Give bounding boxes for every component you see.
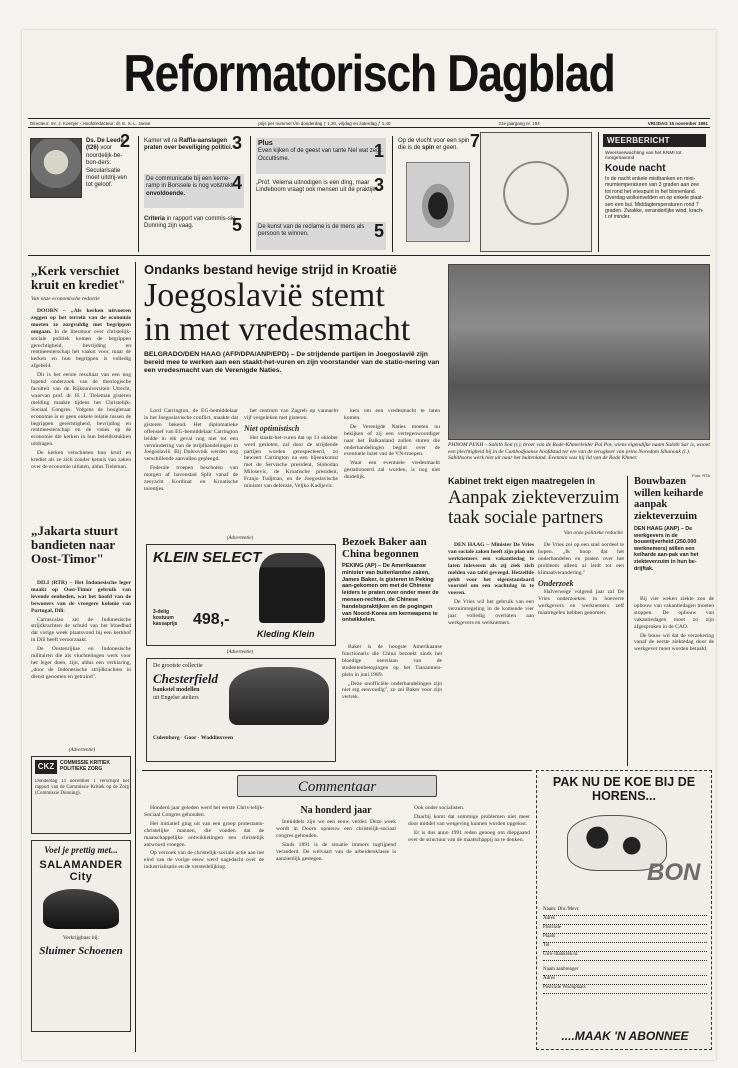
- weather-body: In de nacht enkele mistbanken en mini-mumtemperaturen van 3 graden aan zee tot rond het vriespunt in het binnenland. Overdag wolkenvelden en op enkele plaat-sen een bui. Middagtemperaturen rond 7 graden. Zwakke, veranderlijke wind, krach-t of minder.: [605, 176, 704, 221]
- bouwbazen-body: Bij vier weken ziekte zou de opbouw van vakantiedagen moeten stoppen. De opbouw van vakantiedagen moet zo zijn afgesproken in de CAO. De bouw wil dat de verzekering vanaf de eerste ziektedag door de werkgever moet worden betaald.: [634, 596, 714, 653]
- klein-brand: Kleding Klein: [257, 629, 315, 639]
- bon-footer: ....MAAK 'N ABONNEE: [561, 1029, 689, 1043]
- portrait-photo: [30, 138, 82, 198]
- chesterfield-intro: De grootste collectie: [153, 663, 203, 669]
- main-body-col-1: Lord Carrington, de EG-bemiddelaar in het Joegoslavische conflict, maakte dat gisteren bekend. Het diplomatieke offensief van EG-bemiddelaar Carrington leidde in elk geval nog niet tot een vermindering van de strijdhandelingen in Joegoslavië. Bij Dubrovnik werden nog verschillende aanvallen gepleegd. Federale troepen beschoten van morgen af havenstad Split vanaf de zeeyacht Kordinat en Kroatische torentjes.: [144, 408, 238, 492]
- main-body-col-3: kers om een vredesmacht te laten komen. De Verenigde Naties moeten nu bekijken of zij een vertegenwoordiger naar het Balkanland zullen sturen die onderhandelingen begint over de eventuele inzet van de VN-troepen. Waar een eventuele vredesmacht gestationeerd zal worden, is nog niet duidelijk.: [344, 408, 440, 481]
- suit-image: [259, 553, 325, 623]
- bon-stamp: BON: [647, 859, 701, 886]
- teaser-6[interactable]: [256, 175, 386, 216]
- commentaar-col-1: Honderd jaar geleden werd het eerste Chris-telijk-Sociaal Congres gehouden. Het initiatief ging uit van een groep protestants-christelijke mannen, die vonden dat de maatschappelijke ontwikkelingen een christelijk antwoord vroegen. Op verzoek van de christelijk-sociale actie aan het eind van de vorige eeuw werd nagedacht over de industrialisatie en de verstedelijking.: [144, 805, 264, 871]
- weather-head: Koude nacht: [605, 163, 666, 174]
- left-story-2: DILI (RTR) – Het Indonesische leger maakt op Oost-Timor gebruik van levende eenheden, wat het hoofd van de bewoners van de vroegere kolonie van Portugal, Dili. Carrascalao zei de Indonesische strijdkrachten de schuld van het bloedbad dat vorige week plaatsvond bij een kerkhof in Dili heeft veroorzaakt. De Oostenrijkse en Indonesische militairen die als vluchtelingen werk voor het leger doen, zijn, aldus een verklaring, „door de Indonesische strijdkrachten in dienst genomen en getraind".: [31, 580, 131, 680]
- commentaar-banner: [237, 775, 437, 797]
- ckz-title: COMMISSIE KRITIEK POLITIEKE ZORG: [60, 760, 111, 772]
- teaser-8-text: Op de vlucht voor een spin die is de: [398, 138, 470, 152]
- teaser-5-text: Even kijken of de geest van tante Nel wat zegt: Occultisme.: [258, 148, 383, 162]
- klein-price-label: 3-delig kostuum kassaprijs: [153, 609, 178, 627]
- rd-logo-box: [480, 132, 592, 252]
- chesterfield-ad-tag: (Advertentie): [226, 650, 254, 655]
- salamander-tagline: Voel je prettig met...: [44, 845, 118, 855]
- weather-tab: WEERBERICHT: [603, 134, 706, 147]
- bouwbazen-head: Bouwbazen willen keiharde aanpak ziekteverzuim: [634, 476, 704, 522]
- coupon-field-7[interactable]: Adres: [543, 976, 707, 985]
- commentaar-label: Commentaar: [297, 779, 377, 795]
- teaser-3[interactable]: [144, 174, 244, 208]
- teaser-5[interactable]: [256, 138, 386, 174]
- kabinet-subhead: Onderzoek: [538, 578, 574, 588]
- photo-caption: [448, 442, 710, 478]
- teaser-8-page: 7: [469, 131, 480, 151]
- commentaar-col-1-lead: Honderd jaar geleden werd het eerste Chris-telijk-Sociaal Congres gehouden.: [144, 805, 264, 818]
- teaser-1[interactable]: [86, 131, 132, 202]
- teaser-5-bold: Plus: [258, 140, 273, 147]
- chesterfield-loc-3: Waddinxveen: [201, 735, 234, 741]
- commentaar-head: Na honderd jaar: [300, 805, 372, 816]
- kabinet-head-2: taak sociale partners: [448, 507, 604, 528]
- left-head-1-sub: Van onze economische redactie: [31, 296, 100, 302]
- coupon-field-8[interactable]: Postcode Woonplaats: [543, 985, 707, 994]
- bouwbazen-lede: DEN HAAG (ANP) – De werkgevers in de bouwnijverheid (250.000 werknemers) willen een keiharde aan-pak van het ziekteverzuim in hun be-drijftak.: [634, 526, 699, 572]
- teaser-8-text-tail: er geen.: [434, 145, 459, 152]
- ckz-body: Donderdag 14 november 1 verschijnt het rapport van de Commissie Kritiek op de Zorg (Commissie Dunning).: [35, 779, 129, 796]
- photo-credit: Foto: RTA: [692, 473, 710, 478]
- rd-logo-icon: [497, 155, 575, 231]
- teaser-7[interactable]: [256, 222, 386, 250]
- ckz-ad[interactable]: [31, 756, 131, 834]
- spider-photo: [406, 162, 470, 242]
- teaser-1-page: 2: [119, 131, 130, 151]
- teaser-3-text: De communicatie bij een kerne-ramp in Borssele is nog volstrekt: [146, 176, 233, 190]
- main-lede: BELGRADO/DEN HAAG (AFP/DPA/ANP/EPD) – De strijdende partijen in Joegoslavië zijn bereid mee te werken aan een staakt-het-vuren en zijn voorstander van de statio-nering van een vredesmacht van de Verenigde Naties.: [144, 351, 440, 374]
- bon-head-2: HORENS...: [592, 789, 656, 803]
- subscription-coupon[interactable]: [536, 770, 712, 1050]
- chesterfield-line2: uit Engelse ateliers: [153, 695, 199, 701]
- main-kicker: Ondanks bestand hevige strijd in Kroatië: [144, 262, 397, 277]
- price-line: prijs per nummer t/m donderdag ƒ 1,30, vrijdag en zaterdag ƒ 1,40: [258, 120, 391, 126]
- coupon-fields: [543, 907, 707, 994]
- baker-head: Bezoek Baker aan China begonnen: [342, 536, 427, 560]
- issue-number: 21e jaargang nr. 194: [498, 120, 540, 126]
- weather-sub: Weersverwachting van het KNMI tot morgenavond: [605, 151, 682, 161]
- coupon-field-5[interactable]: Giro-/Bankrek.nr.: [543, 952, 707, 961]
- teaser-7-text: De kunst van de reclame is de mens als persoon te winnen.: [258, 224, 365, 238]
- teaser-8-bold: spin: [422, 145, 435, 152]
- main-headline-1: Joegoslavië stemt: [144, 277, 385, 314]
- teaser-2-page: 3: [231, 133, 242, 153]
- teaser-5-page: 1: [373, 141, 384, 161]
- teaser-2-text: Kamer wil ra: [144, 138, 180, 144]
- klein-price: 498,-: [193, 611, 230, 628]
- coupon-field-0[interactable]: Naam: Dhr./Mevr.: [543, 907, 707, 916]
- teaser-4-bold: Criteria: [144, 216, 166, 222]
- kabinet-kicker: Kabinet trekt eigen maatregelen in: [448, 476, 596, 486]
- baker-lede: PEKING (AP) – De Amerikaanse minister van buitenlandse zaken, James Baker, is gisteren in Peking aan-gekomen om met de Chinese leiders te praten over onder meer de mensen-rechten, de Chinese handelspraktijken en de pogingen van Noord-Korea om kernwapens te ontwikkelen.: [342, 563, 439, 624]
- info-bar: [28, 118, 710, 128]
- klein-title: KLEIN SELECT: [153, 549, 262, 566]
- teaser-1-text: voor noordelijk-be-bon-ders: Secularisatie moet uitdrij-ven tot geloof.: [86, 145, 128, 189]
- coupon-field-4[interactable]: Tel.: [543, 943, 707, 952]
- teaser-6-text: „Prof. Velema uitnodigen is een ding, maar Lindeboom vraagt ook mensen uit de praktijk".: [256, 180, 380, 194]
- chesterfield-brand: Chesterfield: [153, 671, 218, 686]
- teaser-1-bold: Ds. De Leede (t26): [86, 138, 124, 152]
- left-ad-tag: (Advertentie): [68, 748, 96, 753]
- kabinet-story: [448, 476, 628, 766]
- teaser-4-page: 5: [231, 215, 242, 235]
- commentaar-col-3-lead: Ook onder socialisten.: [414, 805, 465, 811]
- teaser-2[interactable]: [144, 133, 244, 168]
- teaser-3-page: 4: [231, 173, 242, 193]
- main-story: [142, 262, 442, 532]
- left-story-1: DOORN – „Als kerken uitvoeren zeggen op het terrein van de economie moeten ze zorgvuldig met begrippen omgaan. In de literatuur over christelijk-sociale politiek komen de begrippen gerechtigheid, bevrijding en rentmeesterschap het vaakst voor, maar de kerken en hun begrippen is volledig afgebeld. Dit is het eerste resultaat van een nog lopend onderzoek van de theologische faculteit van de Rijksuniversiteit Utrecht, waarvan prof. dr. H. J. Tieleman gisteren melding maakte tijdens het Christelijk-Sociaal Congres. Volgens de hoogleraar economie is er geen enkele relatie tussen de begrippen gerechtigheid, bevrijding en rentmeesterschap en de visies op de economie die kerken in hun beleidsstukken uitdragen. De kerken verschieten hun kruit en krediet als ze zich zonder kennis van zaken over de economie uitlaten, aldus Tieleman.: [31, 308, 131, 470]
- salamander-shop: Sluimer Schoenen: [39, 945, 123, 957]
- teaser-4-text: in rapport van commis-sie-Dunning zijn vaag.: [144, 216, 238, 230]
- kabinet-head-1: Aanpak ziekteverzuim: [448, 487, 620, 508]
- commentaar-col-2: Inmiddels zijn we een eeuw verder. Deze week wordt in Doorn opnieuw een christelijk-sociaal congres gehouden. Sinds 1891 is de situatie immers ingrijpend veranderd. De welvaart van de arbeidersklasse is aanzienlijk gestegen.: [276, 819, 396, 862]
- bouwbazen-story: [634, 476, 714, 766]
- left-head-2: „Jakarta stuurt bandieten naar Oost-Timor": [31, 523, 119, 566]
- teaser-2-bold: Raffia-aanslagen praten over beveiliging politici.: [144, 138, 233, 152]
- staff-line: Directeur: mr. J. Koenjer - Hoofdredacteur: dr. E. S. L. Janse: [30, 120, 151, 126]
- chesterfield-locations: Culemborg · Goor · Waddinxveen: [153, 735, 234, 741]
- commentaar-col-3: Ook onder socialisten. Daarbij komt dat sommige problemen niet meer door middel van wetgeving kunnen worden opgelost. Er is dus anno 1991 reden genoeg om diepgaand over de structuur van de maatschappij na te denken.: [408, 805, 530, 843]
- kabinet-body-col-2: De Vries zei op een snel oordeel te hopen. „Ik hoop dat het onderhandelen en praten over het probleem alleen al leidt tot een klimaatverandering." Onderzoek Halverwege volgend jaar zal De Vries onderzoeken in hoeverre werkgevers en werknemers zelf maatregelen hebben genomen.: [538, 542, 624, 617]
- chesterfield-loc-2: Goor: [184, 735, 197, 741]
- shoe-image: [43, 889, 119, 929]
- ckz-logo: CKZ: [35, 760, 57, 774]
- coupon-field-2[interactable]: Postcode: [543, 925, 707, 934]
- salamander-brand: SALAMANDER City: [39, 859, 123, 883]
- main-headline-2: in met vredesmacht: [144, 311, 411, 348]
- issue-date: VRIJDAG 15 november 1991: [647, 120, 708, 126]
- coupon-field-1[interactable]: Adres: [543, 916, 707, 925]
- baker-body: Baker is de hoogste Amerikaanse functionaris die China bezoekt sinds het bloedige neerslaan van de studentenbetogingen op het Tiananmen-plein in juni 1989. „Deze onofficiële onderhandelingen zijn niet erg eenvoudig", zo zei Baker voor zijn vertrek.: [342, 644, 442, 701]
- klein-select-ad[interactable]: [146, 544, 336, 646]
- teaser-6-page: 3: [373, 175, 384, 195]
- masthead-title: Reformatorisch Dagblad: [123, 45, 615, 103]
- left-head-1: „Kerk verschiet kruit en krediet": [31, 263, 126, 292]
- kabinet-byline: Van onze politieke redactie: [563, 530, 623, 536]
- teaser-3-bold: onvoldoende.: [146, 190, 185, 197]
- baker-story: [342, 536, 442, 762]
- salamander-ad[interactable]: [31, 840, 131, 1032]
- bon-head-1: PAK NU DE KOE BIJ DE: [552, 775, 696, 789]
- salamander-sub: Verkrijgbaar bij:: [62, 935, 100, 941]
- coupon-field-6[interactable]: Naam aanbrenger: [543, 967, 707, 976]
- left-column: [28, 262, 136, 1052]
- teaser-7-page: 5: [373, 221, 384, 241]
- sofa-image: [229, 667, 329, 725]
- klein-ad-tag: (Advertentie): [226, 536, 254, 541]
- teaser-strip: [28, 132, 710, 256]
- teaser-4[interactable]: [144, 216, 244, 246]
- chesterfield-line1: bankstel modellen: [153, 687, 200, 693]
- chesterfield-ad[interactable]: [146, 658, 336, 762]
- main-body-col-2: het centrum van Zagreb op vannacht vijf vergeleken met gisteren. Niet optimistisch Het staakt-het-vuren dat op 13 oktober werd gesloten, zal door de strijdende partijen worden gerespecteerd, zo beweert Carrington na een bijeenkomst met de Servische president, Slobodan Milosevic, de Kroatische president, Franjo Tudjman, en de Joegoslavische minister van defensie, Veljko Kadijevic.: [244, 408, 338, 490]
- newspaper-page: [22, 30, 716, 1060]
- weather-box: [598, 132, 710, 252]
- main-subhead: Niet optimistisch: [244, 423, 300, 433]
- chesterfield-loc-1: Culemborg: [153, 735, 180, 741]
- commentaar-section: [142, 770, 532, 1052]
- coupon-field-3[interactable]: Plaats: [543, 934, 707, 943]
- kabinet-body-col-1: DEN HAAG – Minister De Vries van sociale zaken heeft zijn plan om werknemers een vakantiedag te laten inleveren als zij ziek zich melden van tafel geveegd. Hetzelfde geldt voor het eigenstandaard voorstel om een wachtdag in te voeren. De Vries wil het gebruik van een verzuimregeling in de komende vier jaar volledig overlaten aan werkgevers en werknemers.: [448, 542, 534, 626]
- phnom-penh-photo: [448, 264, 710, 440]
- photo-caption-text: PHNOM PENH – Sabith Son (r.), broer van de Rode-Khmerleider Pol Pot, wiens eigendijke naam Saloth Sar is, woont een plechtigheid bij in de Cambodjaanse hoofdstad ter ere van de terugkeer van prins Norodom Sihanouk (l.). Sabithsons werk niet uit naar het buitenland. Evenmin was hij lid van de Rode Khmer.: [448, 442, 710, 462]
